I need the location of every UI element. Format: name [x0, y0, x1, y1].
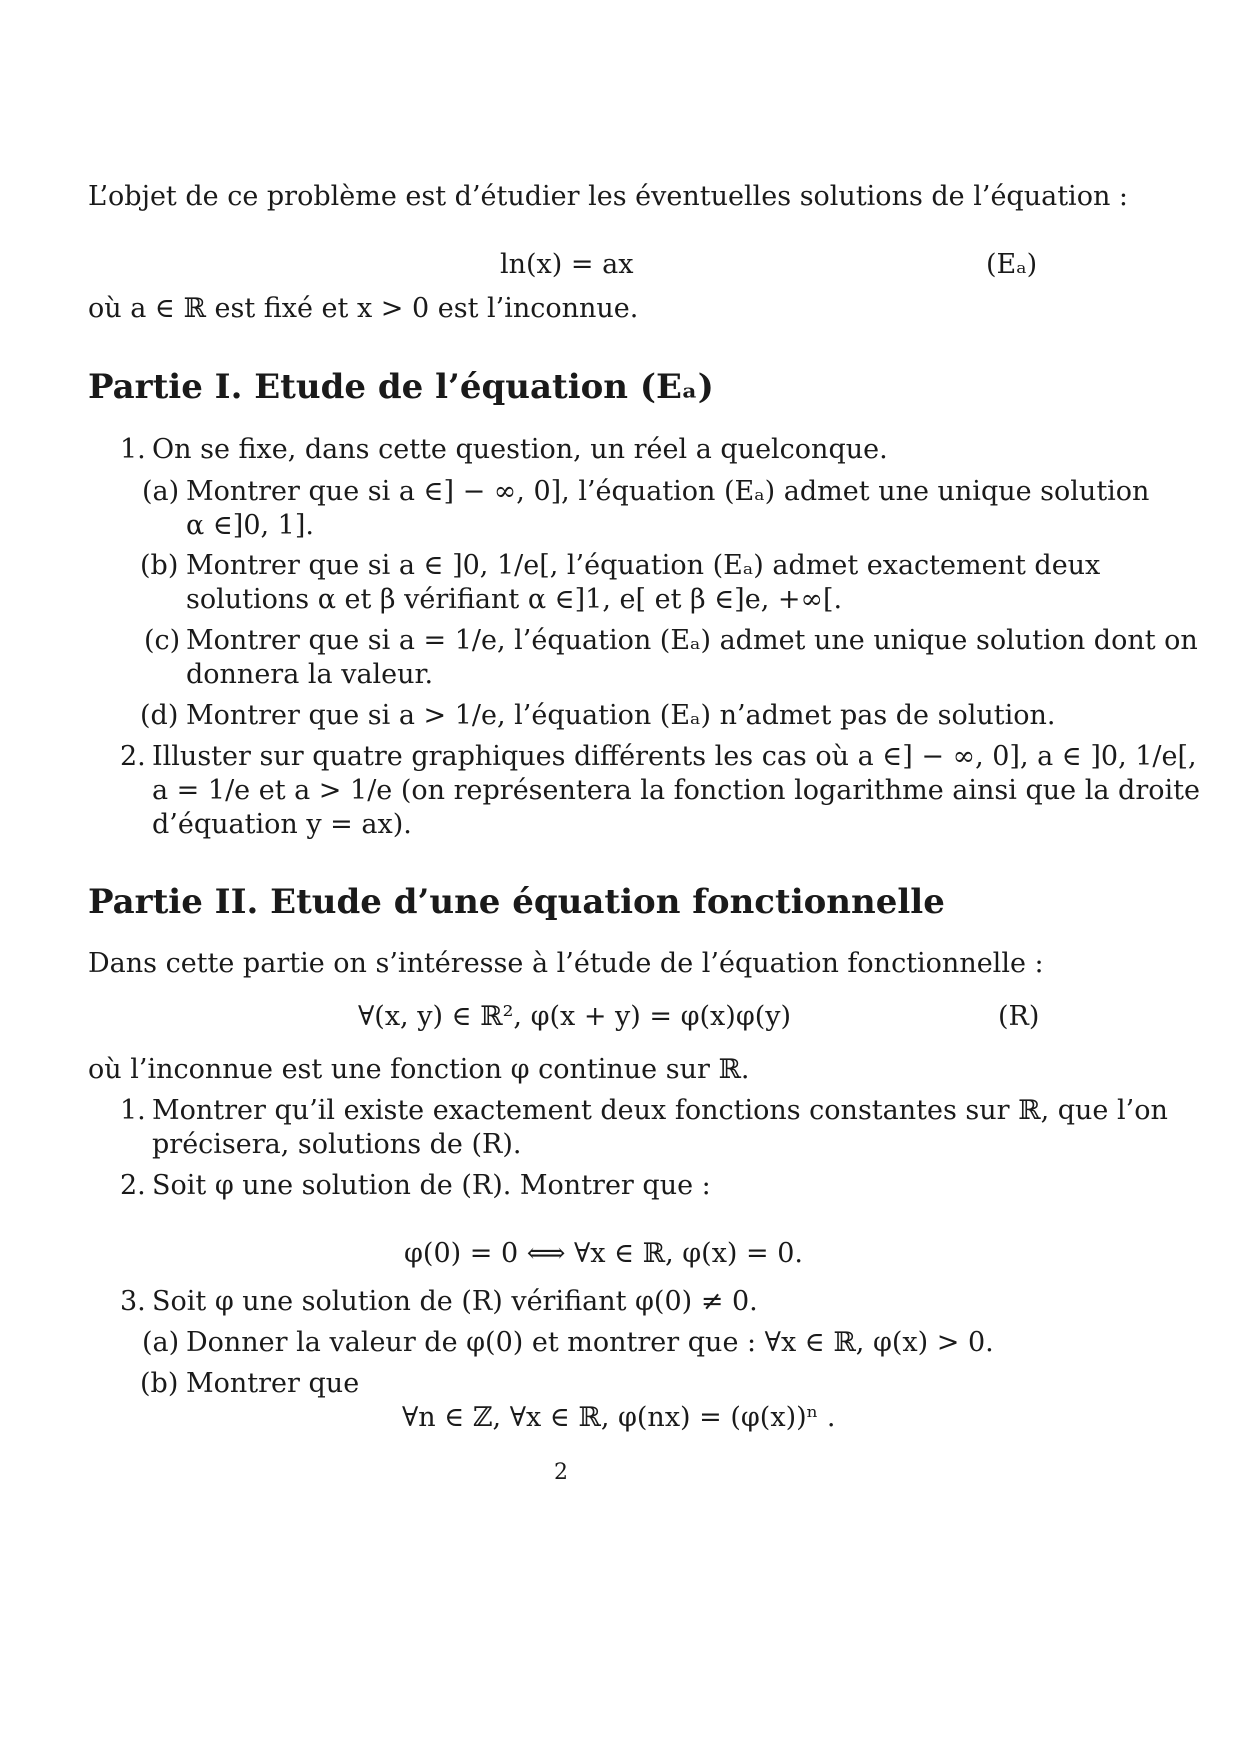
part1-q1-text: On se fixe, dans cette question, un réel a quelconque.	[152, 434, 888, 465]
part2-q2-equation: φ(0) = 0 ⟺ ∀x ∈ ℝ, φ(x) = 0.	[404, 1238, 804, 1269]
part1-q1-number: 1.	[120, 434, 146, 465]
part2-q3b-equation: ∀n ∈ ℤ, ∀x ∈ ℝ, φ(nx) = (φ(x))ⁿ .	[402, 1402, 836, 1433]
part1-q1a-line2: α ∈]0, 1].	[186, 510, 314, 541]
part1-q1b-line1: Montrer que si a ∈ ]0, 1/e[, l’équation (Eₐ) admet exactement deux	[186, 550, 1101, 581]
part2-q3a-label: (a)	[142, 1327, 180, 1358]
part2-after: où l’inconnue est une fonction φ continue sur ℝ.	[88, 1054, 750, 1085]
part1-q1b-line2: solutions α et β vérifiant α ∈]1, e[ et β ∈]e, +∞[.	[186, 584, 843, 615]
part1-q1a-label: (a)	[142, 476, 180, 507]
part2-q3b-label: (b)	[140, 1368, 179, 1399]
part2-intro: Dans cette partie on s’intéresse à l’étude de l’équation fonctionnelle :	[88, 948, 1044, 979]
part1-title: Partie I. Etude de l’équation (Eₐ)	[88, 367, 714, 407]
part2-q2-line1: Soit φ une solution de (R). Montrer que :	[152, 1170, 711, 1201]
part1-q1c-label: (c)	[144, 625, 181, 656]
part1-q2-number: 2.	[120, 741, 146, 772]
part1-q1c-line2: donnera la valeur.	[186, 659, 434, 690]
part1-q1c-line1: Montrer que si a = 1/e, l’équation (Eₐ) admet une unique solution dont on	[186, 625, 1198, 656]
part2-q1-line2: précisera, solutions de (R).	[152, 1129, 522, 1160]
part2-equation: ∀(x, y) ∈ ℝ², φ(x + y) = φ(x)φ(y)	[358, 1001, 792, 1032]
part1-q2-line2: a = 1/e et a > 1/e (on représentera la fonction logarithme ainsi que la droite	[152, 775, 1200, 806]
intro-line-1: L’objet de ce problème est d’étudier les éventuelles solutions de l’équation :	[88, 181, 1129, 212]
intro-line-2: où a ∈ ℝ est fixé et x > 0 est l’inconnue.	[88, 293, 639, 324]
part2-q3a-text: Donner la valeur de φ(0) et montrer que : ∀x ∈ ℝ, φ(x) > 0.	[186, 1327, 994, 1358]
part1-q1d-line1: Montrer que si a > 1/e, l’équation (Eₐ) n’admet pas de solution.	[186, 700, 1056, 731]
intro-equation: ln(x) = ax	[500, 249, 634, 280]
part2-q2-number: 2.	[120, 1170, 146, 1201]
part1-q1b-label: (b)	[140, 550, 179, 581]
part2-q3-line1: Soit φ une solution de (R) vérifiant φ(0) ≠ 0.	[152, 1286, 758, 1317]
part2-q1-line1: Montrer qu’il existe exactement deux fonctions constantes sur ℝ, que l’on	[152, 1095, 1168, 1126]
part2-q3b-text: Montrer que	[186, 1368, 360, 1399]
part2-title: Partie II. Etude d’une équation fonctionnelle	[88, 882, 945, 922]
page-number: 2	[554, 1460, 568, 1485]
part1-q1a-line1: Montrer que si a ∈] − ∞, 0], l’équation (Eₐ) admet une unique solution	[186, 476, 1150, 507]
part1-q2-line1: Illuster sur quatre graphiques différents les cas où a ∈] − ∞, 0], a ∈ ]0, 1/e[,	[152, 741, 1197, 772]
part1-q2-line3: d’équation y = ax).	[152, 809, 412, 840]
part2-equation-tag: (R)	[998, 1001, 1040, 1032]
part1-q1d-label: (d)	[140, 700, 179, 731]
part2-q1-number: 1.	[120, 1095, 146, 1126]
intro-equation-tag: (Eₐ)	[986, 249, 1038, 280]
part2-q3-number: 3.	[120, 1286, 146, 1317]
